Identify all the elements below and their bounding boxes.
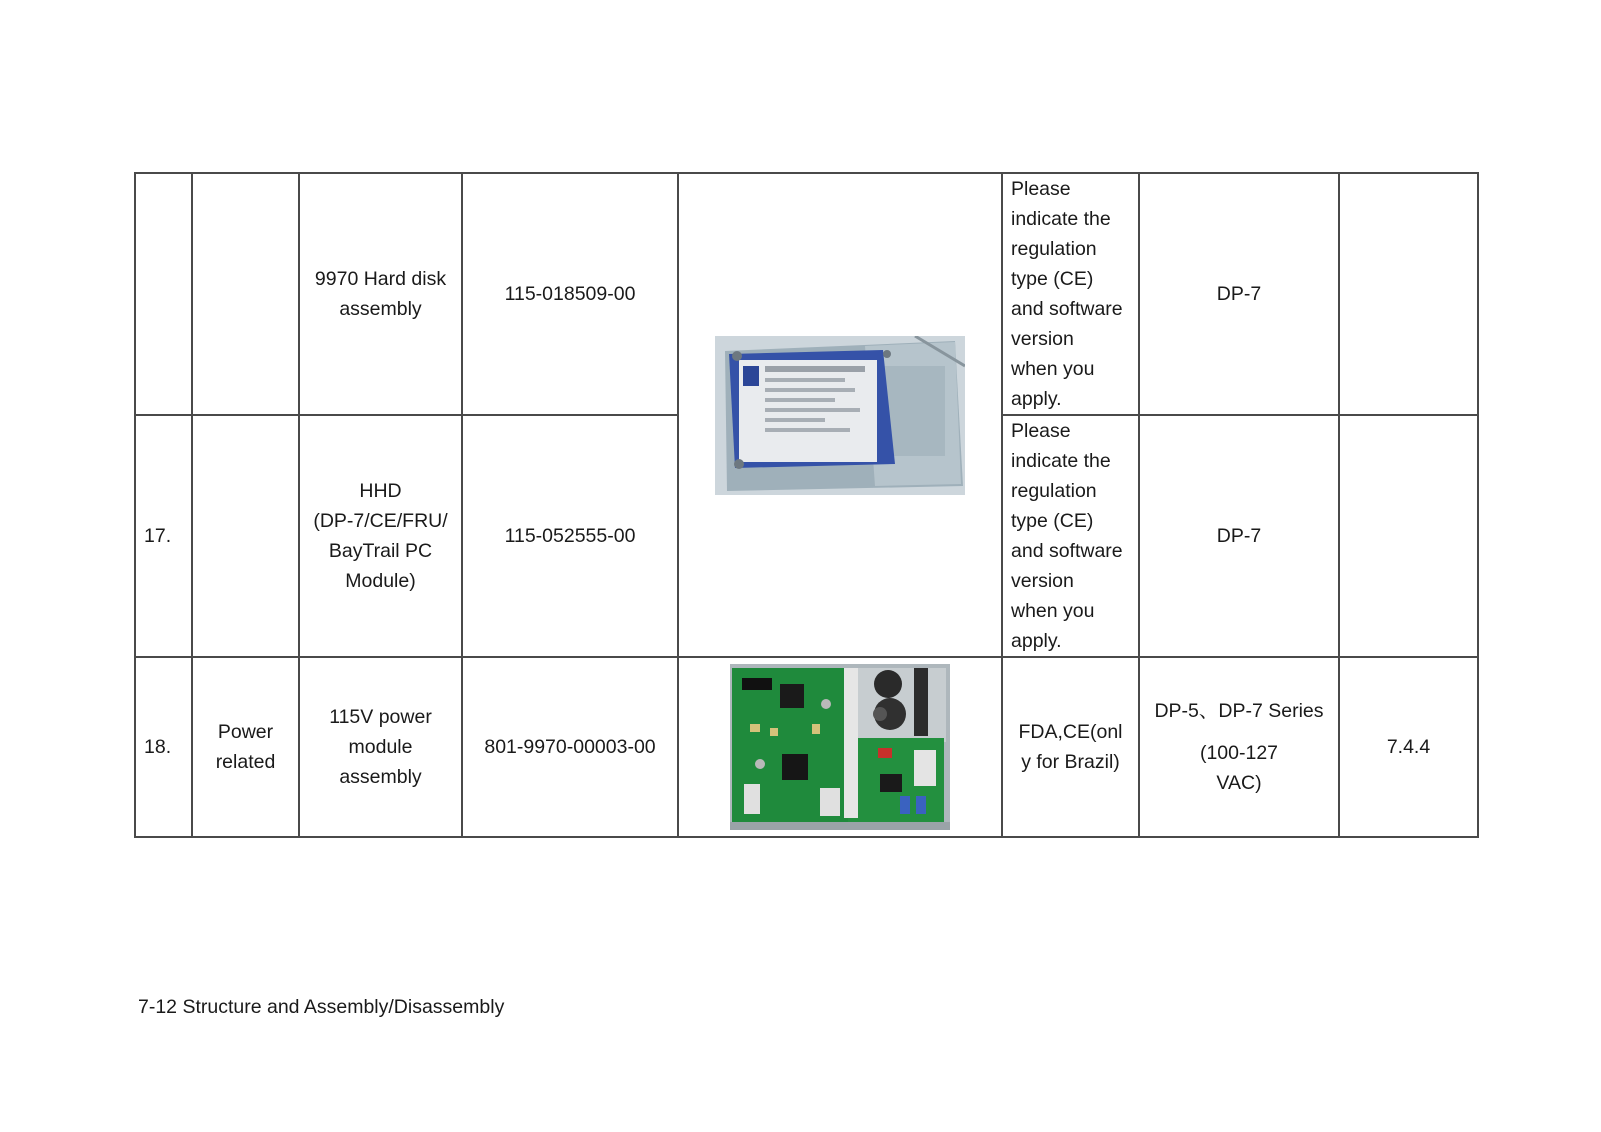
- part-number: 801-9970-00003-00: [462, 657, 678, 837]
- regulation-note: Please indicate the regulation type (CE) and software version when you apply.: [1002, 415, 1139, 657]
- power-module-image-cell: [678, 657, 1002, 837]
- power-module-photo: [730, 664, 950, 830]
- part-name: HHD (DP-7/CE/FRU/ BayTrail PC Module): [299, 415, 462, 657]
- table-row: [135, 173, 1478, 415]
- regulation-note: FDA,CE(onl y for Brazil): [1002, 657, 1139, 837]
- applicable-model: DP-5、DP-7 Series (100-127 VAC): [1139, 657, 1339, 837]
- item-number: 18.: [135, 657, 192, 837]
- section-reference: 7.4.4: [1339, 657, 1478, 837]
- hard-disk-photo: [715, 336, 965, 495]
- section-reference: [1339, 415, 1478, 657]
- section-reference: [1339, 173, 1478, 415]
- part-number: 115-018509-00: [462, 173, 678, 415]
- table-row: [135, 657, 1478, 837]
- applicable-model: DP-7: [1139, 415, 1339, 657]
- applicable-model: DP-7: [1139, 173, 1339, 415]
- item-number: [135, 173, 192, 415]
- regulation-note: Please indicate the regulation type (CE) and software version when you apply.: [1002, 173, 1139, 415]
- category-cell: [192, 415, 299, 657]
- part-number: 115-052555-00: [462, 415, 678, 657]
- part-name: 115V power module assembly: [299, 657, 462, 837]
- category-cell: Power related: [192, 657, 299, 837]
- parts-table: [134, 172, 1479, 838]
- item-number: 17.: [135, 415, 192, 657]
- hard-disk-image-cell: [678, 173, 1002, 657]
- page-footer: 7-12 Structure and Assembly/Disassembly: [138, 996, 505, 1018]
- part-name: 9970 Hard disk assembly: [299, 173, 462, 415]
- category-cell: [192, 173, 299, 415]
